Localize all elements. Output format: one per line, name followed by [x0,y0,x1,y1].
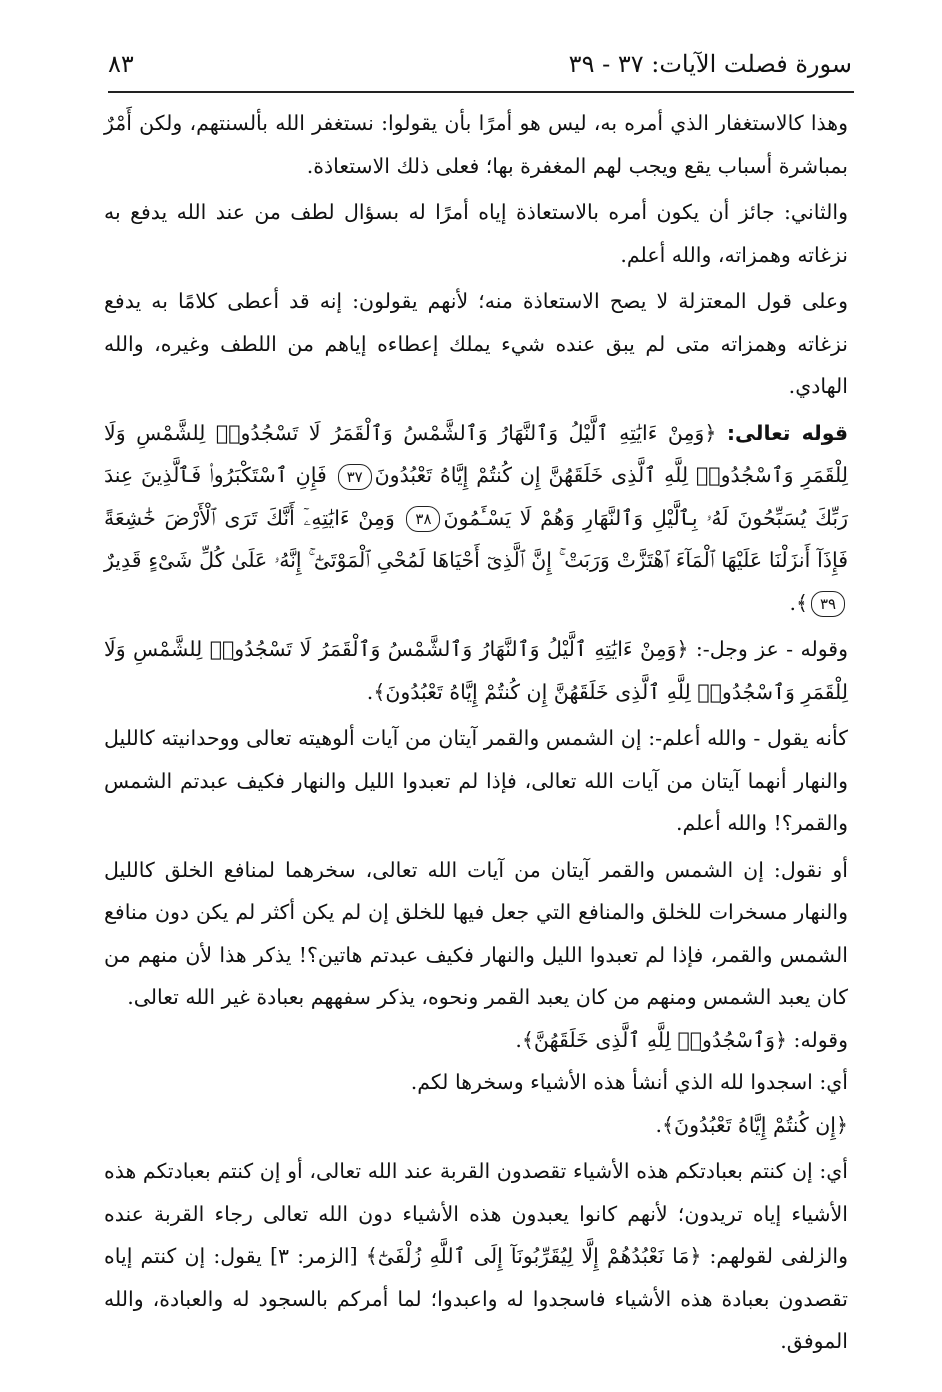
paragraph: والثاني: جائز أن يكون أمره بالاستعاذة إياه أمرًا له بسؤال لطف من عند الله يدفع به نزغاته وهمزاته، والله أعلم. [104,200,848,267]
verse-lead: قوله تعالى: [726,420,848,445]
paragraph: وعلى قول المعتزلة لا يصح الاستعاذة منه؛ لأنهم يقولون: إنه قد أعطى كلامًا به يدفع نزغاته وهمزاته متى لم يبق عنده شيء يملك إعطاءه إياهم من اللطف وغيره، والله الهادي. [104,289,848,398]
page-number: ٨٣ [108,50,134,78]
paragraph: أو نقول: إن الشمس والقمر آيتان من آيات الله تعالى، سخرهما لمنافع الخلق كالليل والنهار مسخرات للخلق والمنافع التي جعل فيها للخلق إن لم يكن أكثر لم يكن دون منافع الشمس والقمر، فإذا لم تعبدوا الليل والنهار فكيف عبدتم هاتين؟! يذكر هذا لأن منهم من كان يعبد الشمس ومنهم من كان يعبد القمر ونحوه، يذكر سفههم بعبادة غير الله تعالى. [104,857,848,1009]
verse-text: وَمِنْ ءَايَٰتِهِۦٓ أَنَّكَ تَرَى ٱلْأَرْضَ خَٰشِعَةً فَإِذَآ أَنزَلْنَا عَلَيْهَا ٱلْمَآءَ ٱهْتَزَّتْ وَرَبَتْ ۚ إِنَّ ٱلَّذِىٓ أَحْيَاهَا لَمُحْىِ ٱلْمَوْتَىٰٓ ۚ إِنَّهُۥ عَلَىٰ كُلِّ شَىْءٍ قَدِيرٌ [104,505,848,572]
ayah-number-marker: ٣٩ [811,591,845,617]
verse-text: ﴿وَمِنْ ءَايَٰتِهِ ٱلَّيْلُ وَٱلنَّهَارُ وَٱلشَّمْسُ وَٱلْقَمَرُ لَا تَسْجُدُوا۟ لِلشَّمْسِ وَلَا لِلْقَمَرِ وَٱسْجُدُوا۟ لِلَّهِ ٱلَّذِى خَلَقَهُنَّ إِن كُنتُمْ إِيَّاهُ تَعْبُدُونَ [104,420,848,487]
paragraph: وقوله - عز وجل-: ﴿وَمِنْ ءَايَٰتِهِ ٱلَّيْلُ وَٱلنَّهَارُ وَٱلشَّمْسُ وَٱلْقَمَرُ لَا تَسْجُدُوا۟ لِلشَّمْسِ وَلَا لِلْقَمَرِ وَٱسْجُدُوا۟ لِلَّهِ ٱلَّذِى خَلَقَهُنَّ إِن كُنتُمْ إِيَّاهُ تَعْبُدُونَ﴾. [104,637,848,704]
paragraph: ﴿إِن كُنتُمْ إِيَّاهُ تَعْبُدُونَ﴾. [655,1112,848,1137]
page-header [108,44,852,88]
page-body [104,102,848,1363]
paragraph: أي: إن كنتم بعبادتكم هذه الأشياء تقصدون القربة عند الله تعالى، أو إن كنتم بعبادتكم هذه الأشياء إياه تريدون؛ لأنهم كانوا يعبدون هذه الأشياء دون الله تعالى رجاء القربة عنده والزلفى لقولهم: ﴿مَا نَعْبُدُهُمْ إِلَّا لِيُقَرِّبُونَآ إِلَى ٱللَّهِ زُلْفَىٰٓ﴾ [الزمر: ٣] يقول: إن كنتم إياه تقصدون بعبادة هذه الأشياء فاسجدوا له واعبدوا؛ لما أمركم بالسجود له والعبادة، والله الموفق. [104,1159,848,1353]
paragraph: كأنه يقول - والله أعلم-: إن الشمس والقمر آيتان من آيات ألوهيته تعالى ووحدانيته كالليل والنهار أنهما آيتان من آيات الله تعالى، فإذا لم تعبدوا الليل والنهار فكيف عبدتم الشمس والقمر؟! والله أعلم. [104,726,848,835]
ayah-number-marker: ٣٨ [406,506,440,532]
paragraph: أي: اسجدوا لله الذي أنشأ هذه الأشياء وسخرها لكم. [410,1070,848,1094]
verse-text: فَإِنِ ٱسْتَكْبَرُوا۟ فَٱلَّذِينَ عِندَ رَبِّكَ يُسَبِّحُونَ لَهُۥ بِٱلَّيْلِ وَٱلنَّهَارِ وَهُمْ لَا يَسْـَٔمُونَ [104,463,848,530]
verse-block [104,412,848,625]
paragraph: وهذا كالاستغفار الذي أمره به، ليس هو أمرًا بأن يقولوا: نستغفر الله بألسنتهم، ولكن أَمْرٌ بمباشرة أسباب يقع ويجب لهم المغفرة بها؛ فعلى ذلك الاستعاذة. [104,111,848,178]
running-title: سورة فصلت الآيات: ٣٧ - ٣٩ [568,50,852,78]
header-divider [108,91,854,93]
ayah-number-marker: ٣٧ [338,464,372,490]
paragraph: وقوله: ﴿وَٱسْجُدُوا۟ لِلَّهِ ٱلَّذِى خَلَقَهُنَّ﴾. [515,1027,848,1052]
verse-end: ﴾. [789,590,808,615]
